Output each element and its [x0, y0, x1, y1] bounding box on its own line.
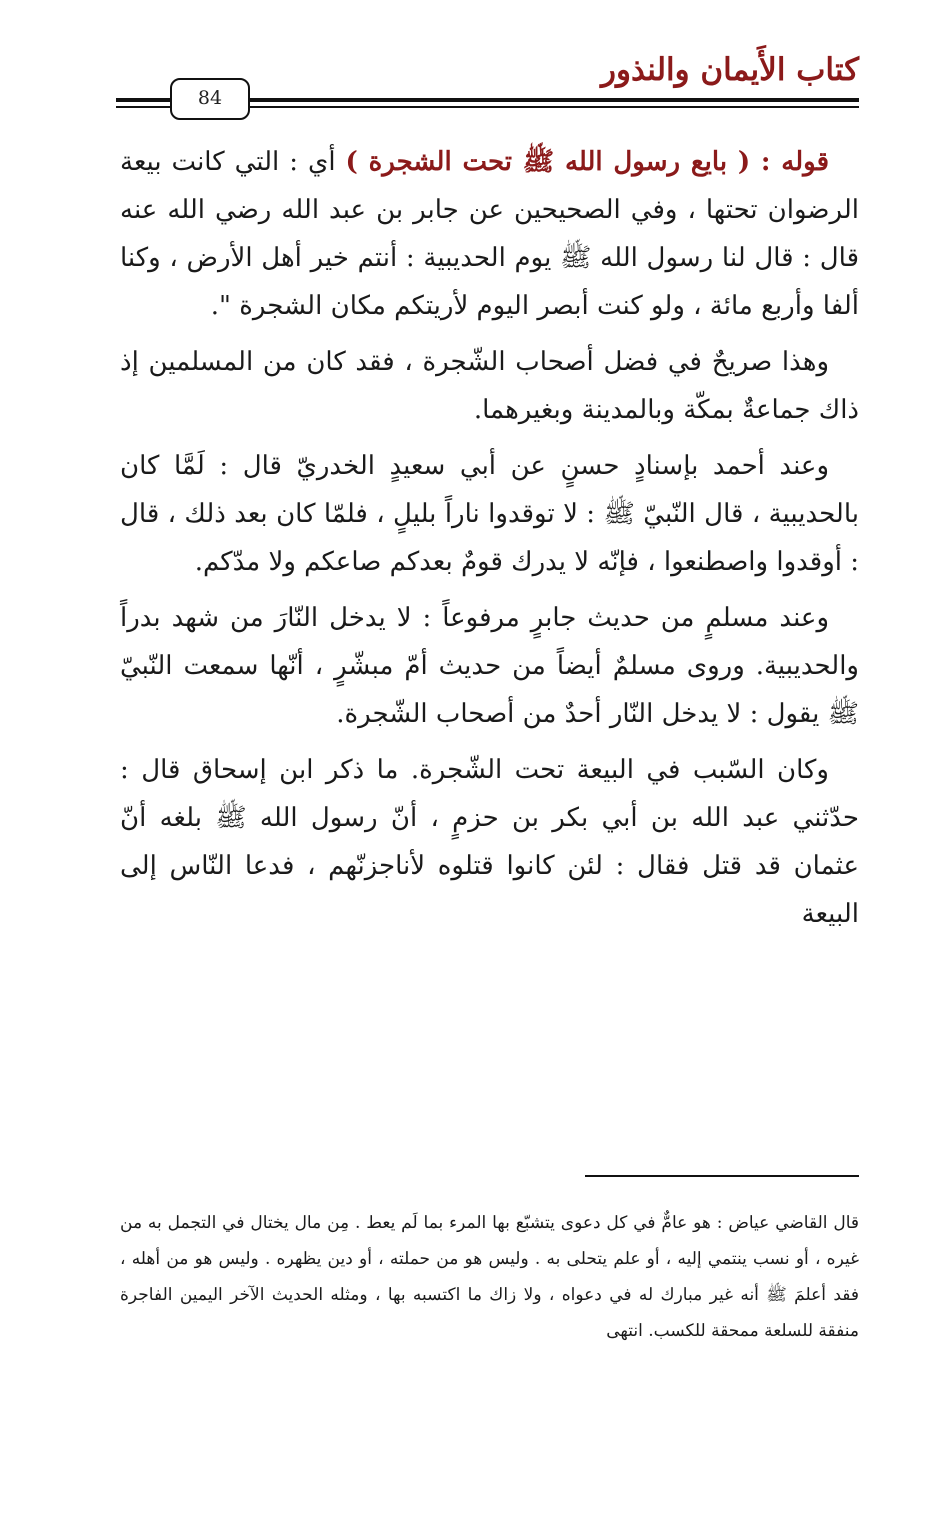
- paragraph-1: [120, 138, 859, 330]
- running-header-title: كتاب الأَيمان والنذور: [601, 52, 859, 88]
- paragraph-1-text: أي : التي كانت بيعة الرضوان تحتها ، وفي الصحيحين عن جابر بن عبد الله رضي الله عنه قال : قال لنا رسول الله ﷺ يوم الحديبية : أنتم خير أهل الأرض ، وكنا ألفا وأربع مائة ، ولو كنت أبصر اليوم لأريتكم مكان الشجرة ".: [120, 147, 859, 321]
- page-number: 84: [170, 78, 250, 120]
- paragraph-5: وكان السّبب في البيعة تحت الشّجرة. ما ذكر ابن إسحاق قال : حدّثني عبد الله بن أبي بكر بن حزمٍ ، أنّ رسول الله ﷺ بلغه أنّ عثمان قد قتل فقال : لئن كانوا قتلوه لأناجزنّهم ، فدعا النّاس إلى البيعة: [120, 755, 859, 929]
- paragraph-3: وعند أحمد بإسنادٍ حسنٍ عن أبي سعيدٍ الخدريّ قال : لَمَّا كان بالحديبية ، قال النّبيّ ﷺ : لا توقدوا ناراً بليلٍ ، فلمّا كان بعد ذلك ، قال : أوقدوا واصطنعوا ، فإنّه لا يدرك قومٌ بعدكم صاعكم ولا مدّكم.: [120, 451, 859, 577]
- footnote: [120, 1205, 859, 1349]
- footnote-text: قال القاضي عياض : هو عامٌّ في كل دعوى يتشبّع بها المرء بما لَم يعط . مِن مال يختال في التجمل به من غيره ، أو نسب ينتمي إليه ، أو علم يتحلى به . وليس هو من حملته ، أو دين يظهره . وليس هو من أهله ، فقد أعلمَ ﷺ أنه غير مبارك له في دعواه ، ولا زاك ما اكتسبه بها ، ومثله الحديث الآخر اليمين الفاجرة منفقة للسلعة ممحقة للكسب. انتهى: [120, 1213, 859, 1341]
- main-text: [120, 138, 859, 938]
- paragraph-4: وعند مسلمٍ من حديث جابرٍ مرفوعاً : لا يدخل النّارَ من شهد بدراً والحديبية. وروى مسلمٌ أيضاً من حديث أمّ مبشّرٍ ، أنّها سمعت النّبيّ ﷺ يقول : لا يدخل النّار أحدٌ من أصحاب الشّجرة.: [120, 603, 859, 729]
- quoted-phrase: قوله : ( بايع رسول الله ﷺ تحت الشجرة ): [345, 147, 829, 177]
- footnote-separator: [585, 1175, 859, 1177]
- paragraph-2: وهذا صريحٌ في فضل أصحاب الشّجرة ، فقد كان من المسلمين إذ ذاك جماعةٌ بمكّة وبالمدينة وبغيرهما.: [120, 347, 859, 425]
